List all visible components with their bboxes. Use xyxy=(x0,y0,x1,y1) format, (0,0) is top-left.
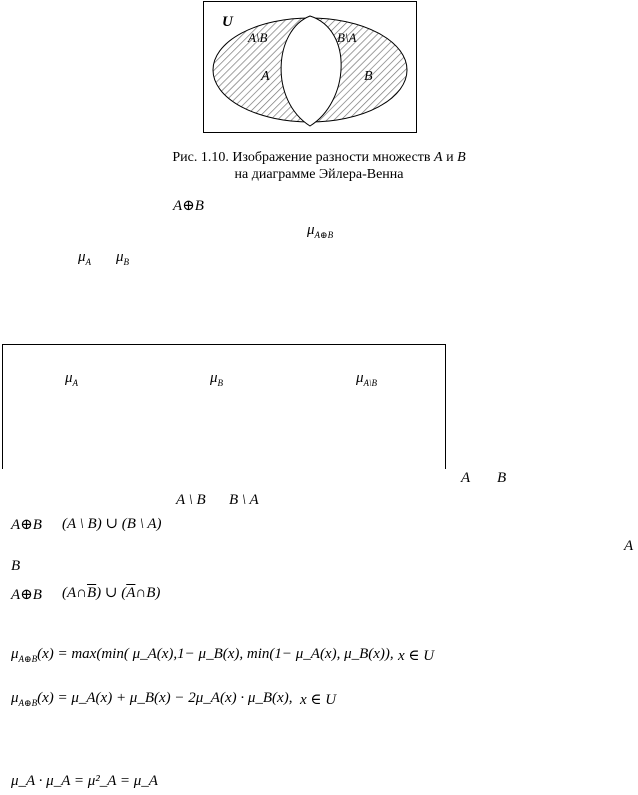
set-b-label: B xyxy=(364,69,373,84)
figure-caption-line1 xyxy=(0,149,638,166)
formula1-lhs: A⊕B xyxy=(11,517,42,533)
venn-diagram-figure xyxy=(203,1,417,133)
side-label-a: A xyxy=(461,470,471,486)
formula2-rhs: $(A\cap\overline{B})$ ∪ $(\overline{A}\cap B)$ xyxy=(62,585,161,601)
universe-label: U xyxy=(222,14,233,30)
region-b-minus-a-label: B\A xyxy=(337,30,357,45)
mu-sym-diff-fragment: $\mu_{A\oplus B}$ xyxy=(307,222,334,240)
venn-diagram-svg xyxy=(204,2,416,132)
formula5: μ_A · μ_A = μ²_A = μ_A xyxy=(11,773,158,789)
table-header-mu-a: $\mu_A$ xyxy=(65,370,79,388)
set-a-label: A xyxy=(261,69,270,84)
mu-b-fragment: $\mu_B$ xyxy=(116,249,130,267)
sym-diff-fragment: A⊕B xyxy=(173,198,204,214)
caption-set-b: B xyxy=(457,150,466,165)
formula4: $\mu_{A\oplus B}(x)$ = μ_A(x) + μ_B(x) − 2μ_A(x) · μ_B(x), xyxy=(11,690,293,708)
formula4-domain: x ∈ U xyxy=(300,692,337,708)
table-header-mu-a-minus-b: $\mu_{A\backslash B}$ xyxy=(356,370,378,388)
caption-text: Рис. 1.10. Изображение разности множеств xyxy=(172,150,435,165)
membership-table xyxy=(2,344,446,469)
formula1-rhs: (A \ B) ∪ (B \ A) xyxy=(62,516,162,532)
figure-caption-line2: на диаграмме Эйлера-Венна xyxy=(234,167,404,182)
formula3-domain: x ∈ U xyxy=(398,648,435,664)
caption-and: и xyxy=(442,150,458,165)
side-label-b: B xyxy=(497,470,507,486)
mu-a-fragment: $\mu_A$ xyxy=(78,249,92,267)
caption-set-a: A xyxy=(434,150,443,165)
side-label-left-b: B xyxy=(11,558,21,574)
side-label-right-a: A xyxy=(624,538,634,554)
table-header-mu-b: $\mu_B$ xyxy=(210,370,224,388)
region-a-minus-b-label: A\B xyxy=(248,30,268,45)
formula2-lhs: A⊕B xyxy=(11,587,42,603)
formula3: $\mu_{A\oplus B}(x) = \max(\min$( μ_A(x),1− μ_B(x), min(1− μ_A(x), μ_B(x)), xyxy=(11,646,394,664)
label-b-minus-a: B \ A xyxy=(229,492,259,508)
label-a-minus-b: A \ B xyxy=(176,492,206,508)
